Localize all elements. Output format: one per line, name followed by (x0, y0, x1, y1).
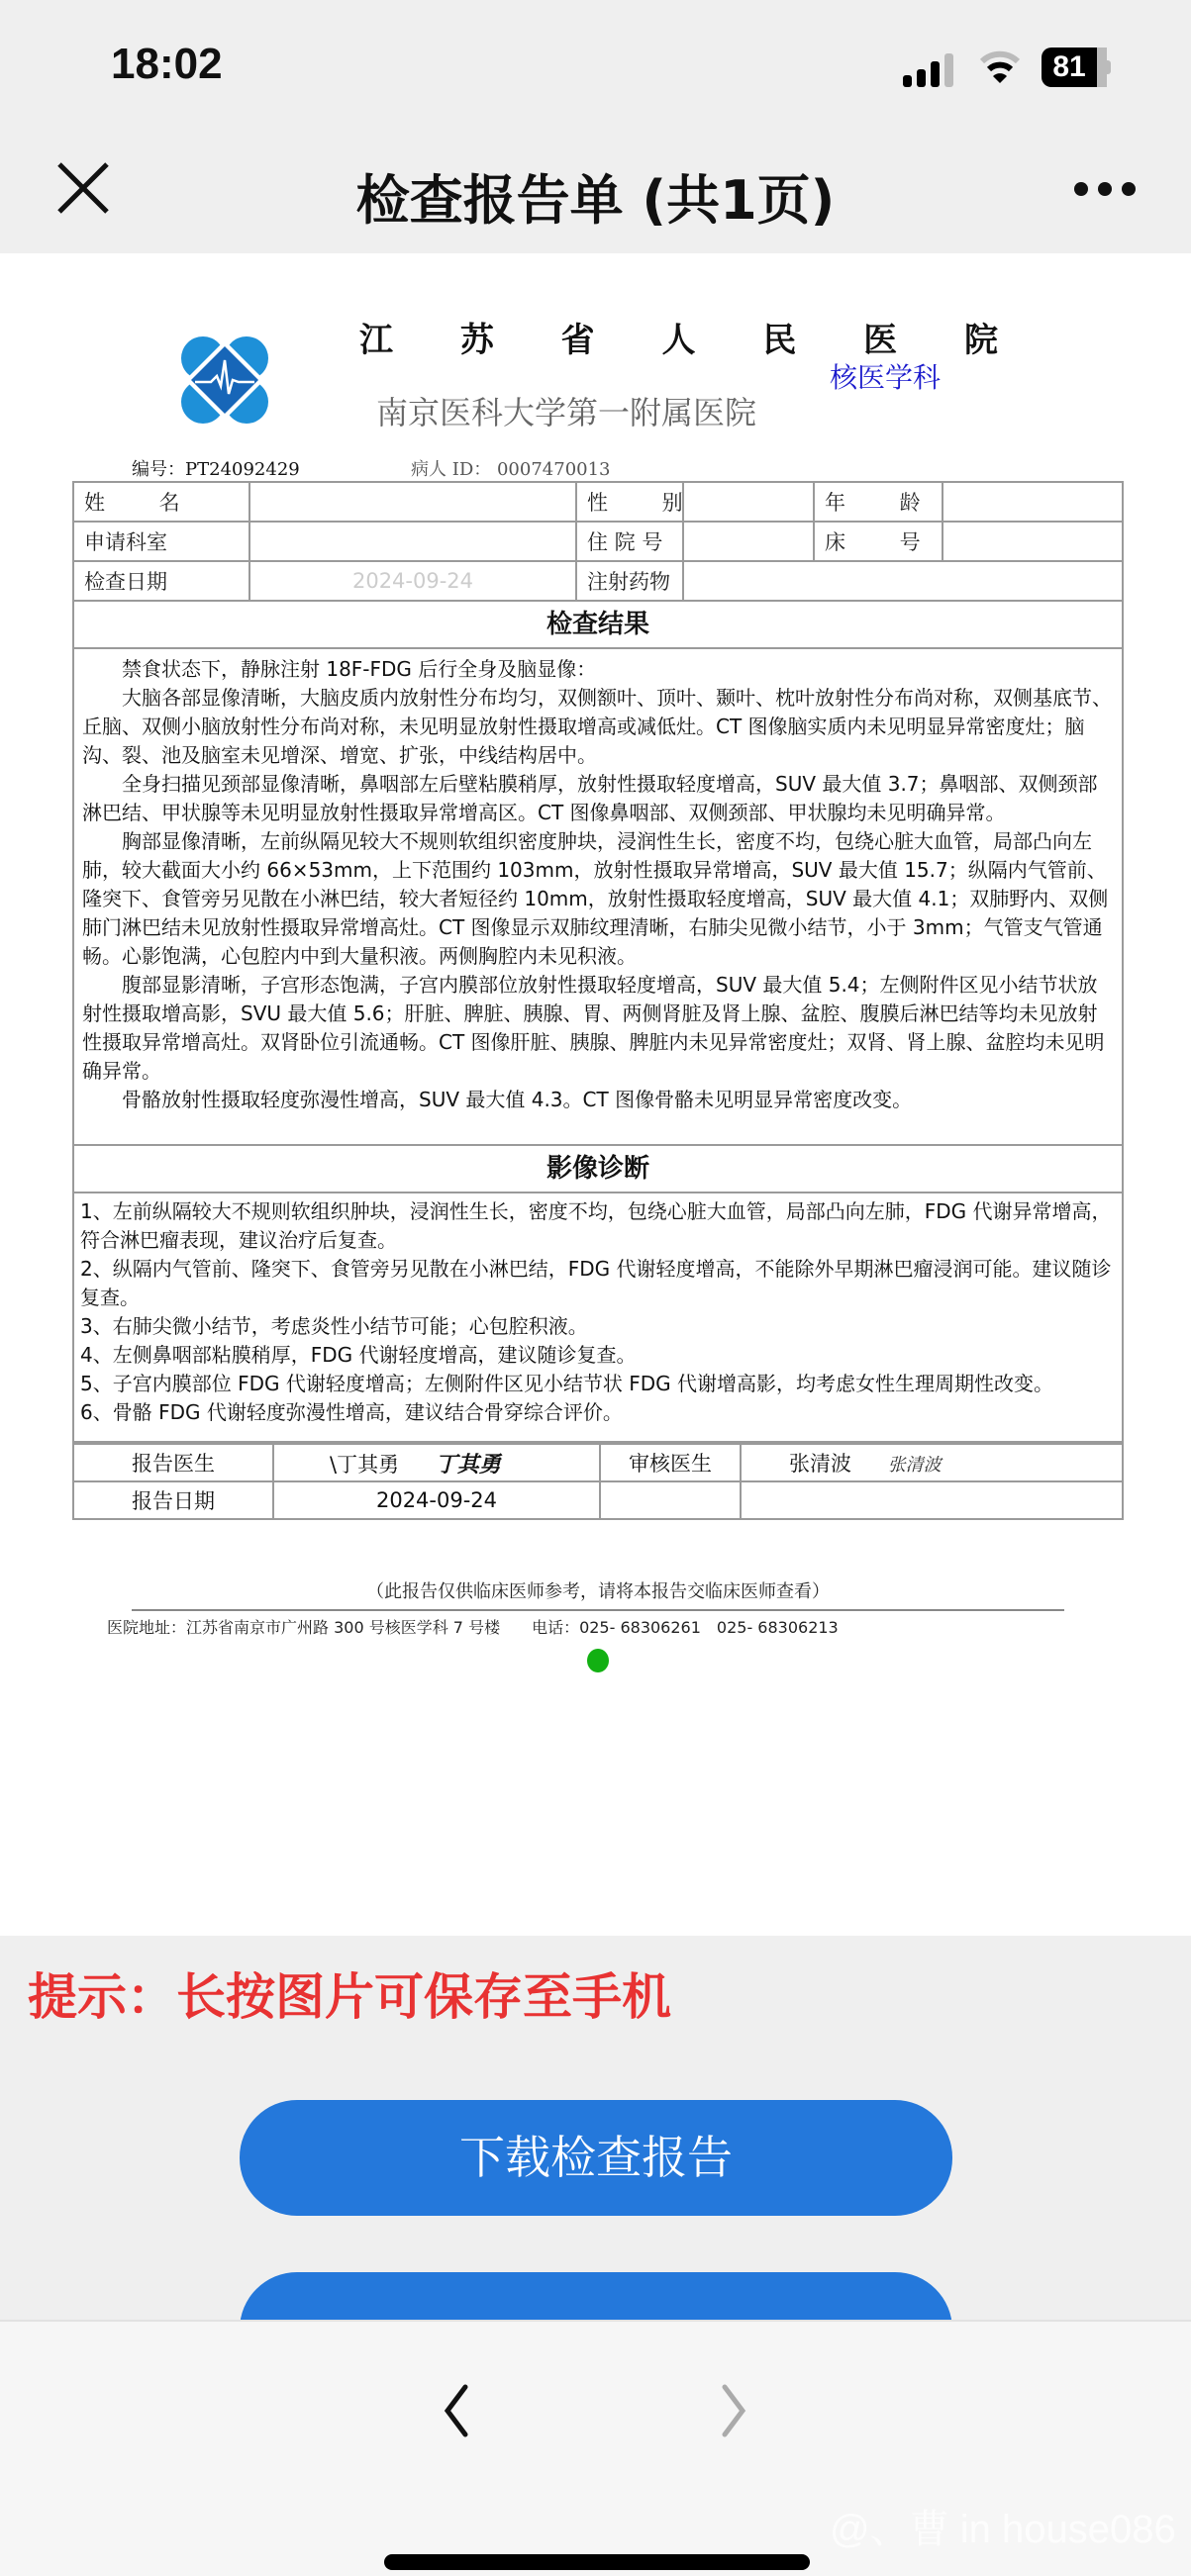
diagnosis-title: 影像诊断 (74, 1146, 1122, 1193)
diagnosis-item: 1、左前纵隔较大不规则软组织肿块，浸润性生长，密度不均，包绕心脏大血管，局部凸向左肺，FDG 代谢异常增高，符合淋巴瘤表现，建议治疗后复查。 (80, 1199, 1112, 1252)
hospital-address: 医院地址：江苏省南京市广州路 300 号核医学科 7 号楼 电话：025- 68306261 025- 68306213 (107, 1618, 839, 1637)
reviewer-label: 审核医生 (600, 1444, 741, 1481)
name-label: 姓 名 (73, 482, 249, 522)
findings-paragraph: 禁食状态下，静脉注射 18F-FDG 后行全身及脑显像： (122, 657, 597, 681)
chevron-right-icon (715, 2381, 754, 2440)
disclaimer: （此报告仅供临床医师参考，请将本报告交临床医师查看） (366, 1581, 830, 1602)
department-value (249, 522, 576, 561)
wifi-icon (978, 48, 1022, 87)
gender-value (683, 482, 814, 522)
hospital-logo-icon (179, 334, 270, 426)
age-value (943, 482, 1123, 522)
hospital-name: 江 苏 省 人 民 医 院 (359, 321, 1027, 360)
empty-cell (741, 1481, 1123, 1519)
patient-id: 病人 ID： 0007470013 (411, 459, 611, 480)
gender-label: 性 别 (576, 482, 683, 522)
diagnosis-item: 6、骨骼 FDG 代谢轻度弥漫性增高，建议结合骨穿综合评价。 (80, 1400, 623, 1424)
battery-icon (1042, 48, 1111, 87)
more-dots-icon (1074, 182, 1088, 196)
download-report-button[interactable]: 下载检查报告 (240, 2100, 952, 2216)
save-tip: 提示：长按图片可保存至手机 (28, 1968, 671, 2026)
report-date-label: 报告日期 (73, 1481, 273, 1519)
reporter-signature: 丁其勇 (435, 1451, 501, 1478)
findings-section (72, 602, 1124, 1146)
more-button[interactable] (1074, 180, 1138, 200)
department-label: 申请科室 (73, 522, 249, 561)
report-document (72, 481, 1124, 1672)
report-image[interactable] (0, 253, 1191, 1936)
bed-value (943, 522, 1123, 561)
reporter-label: 报告医生 (73, 1444, 273, 1481)
nav-bar (0, 129, 1191, 253)
drug-label: 注射药物 (576, 561, 683, 601)
status-time: 18:02 (111, 40, 223, 88)
name-value (249, 482, 576, 522)
findings-paragraph: 大脑各部显像清晰，大脑皮质内放射性分布均匀，双侧额叶、顶叶、颞叶、枕叶放射性分布尚对称，双侧基底节、丘脑、双侧小脑放射性分布尚对称，未见明显放射性摄取增高或减低灶。CT 图像脑实质内未见明显异常密度灶；脑沟、裂、池及脑室未见增深、增宽、扩张，中线结构居中。 (82, 686, 1112, 767)
findings-title: 检查结果 (74, 602, 1122, 649)
watermark: @、曹 in house086 (830, 2508, 1176, 2551)
battery-level: 81 (1052, 50, 1086, 83)
department-name: 核医学科 (830, 361, 942, 394)
report-date-value: 2024-09-24 (273, 1481, 600, 1519)
report-footer (72, 1520, 1124, 1672)
home-indicator[interactable] (384, 2554, 810, 2570)
empty-cell (600, 1481, 741, 1519)
back-button[interactable] (436, 2381, 475, 2440)
findings-text (74, 649, 1122, 1144)
findings-paragraph: 腹部显影清晰，子宫形态饱满，子宫内膜部位放射性摄取轻度增高，SUV 最大值 5.4；左侧附件区见小结节状放射性摄取增高影，SVU 最大值 5.6；肝脏、脾脏、胰腺、胃、两侧肾脏及肾上腺、盆腔、腹膜后淋巴结等均未见放射性摄取异常增高灶。双肾卧位引流通畅。CT 图像肝脏、胰腺、脾脏内未见异常密度灶；双肾、肾上腺、盆腔均未见明确异常。 (82, 973, 1105, 1083)
cellular-signal-icon (903, 51, 958, 87)
bed-label: 床 号 (814, 522, 943, 561)
findings-paragraph: 胸部显像清晰，左前纵隔见较大不规则软组织密度肿块，浸润性生长，密度不均，包绕心脏大血管，局部凸向左肺，较大截面大小约 66×53mm，上下范围约 103mm，放射性摄取异常增高，SUV 最大值 15.7；纵隔内气管前、隆突下、食管旁另见散在小淋巴结，较大者短径约 10mm，放射性摄取轻度增高，SUV 最大值 4.1；双肺野内、双侧肺门淋巴结未见放射性摄取异常增高灶。CT 图像显示双肺纹理清晰，右肺尖见微小结节，小于 3mm；气管支气管通畅。心影饱满，心包腔内中到大量积液。两侧胸腔内未见积液。 (82, 829, 1109, 968)
diagnosis-text (74, 1193, 1122, 1441)
diagnosis-item: 4、左侧鼻咽部粘膜稍厚，FDG 代谢轻度增高，建议随诊复查。 (80, 1343, 637, 1367)
page-indicator-dot (587, 1649, 609, 1672)
findings-paragraph: 骨骼放射性摄取轻度弥漫性增高，SUV 最大值 4.3。CT 图像骨骼未见明显异常密度改变。 (122, 1088, 913, 1111)
exam-date-label: 检查日期 (73, 561, 249, 601)
status-bar (0, 0, 1191, 129)
diagnosis-item: 5、子宫内膜部位 FDG 代谢轻度增高；左侧附件区见小结节状 FDG 代谢增高影，均考虑女性生理周期性改变。 (80, 1372, 1053, 1395)
browser-toolbar (0, 2320, 1191, 2576)
reporter-name: \丁其勇 (330, 1452, 400, 1477)
exam-date-value: 2024-09-24 (249, 561, 576, 601)
inpatient-label: 住 院 号 (576, 522, 683, 561)
university-name: 南京医科大学第一附属医院 (376, 394, 757, 431)
diagnosis-item: 2、纵隔内气管前、隆突下、食管旁另见散在小淋巴结，FDG 代谢轻度增高，不能除外早期淋巴瘤浸润可能。建议随诊复查。 (80, 1257, 1112, 1309)
signature-table (72, 1443, 1124, 1520)
reviewer-signature: 张清波 (887, 1455, 942, 1476)
forward-button[interactable] (715, 2381, 754, 2440)
inpatient-value (683, 522, 814, 561)
patient-info-table (72, 481, 1124, 602)
diagnosis-item: 3、右肺尖微小结节，考虑炎性小结节可能；心包腔积液。 (80, 1314, 588, 1338)
findings-paragraph: 全身扫描见颈部显像清晰，鼻咽部左后壁粘膜稍厚，放射性摄取轻度增高，SUV 最大值 3.7；鼻咽部、双侧颈部淋巴结、甲状腺等未见明显放射性摄取异常增高区。CT 图像鼻咽部、双侧颈部、甲状腺均未见明确异常。 (82, 772, 1098, 824)
diagnosis-section (72, 1146, 1124, 1443)
report-number: 编号：PT24092429 (132, 459, 300, 480)
reviewer-name: 张清波 (789, 1452, 851, 1476)
drug-value (683, 561, 1123, 601)
page-title: 检查报告单 (共1页) (355, 169, 836, 232)
chevron-left-icon (436, 2381, 475, 2440)
age-label: 年 龄 (814, 482, 943, 522)
footer-divider (132, 1609, 1064, 1611)
